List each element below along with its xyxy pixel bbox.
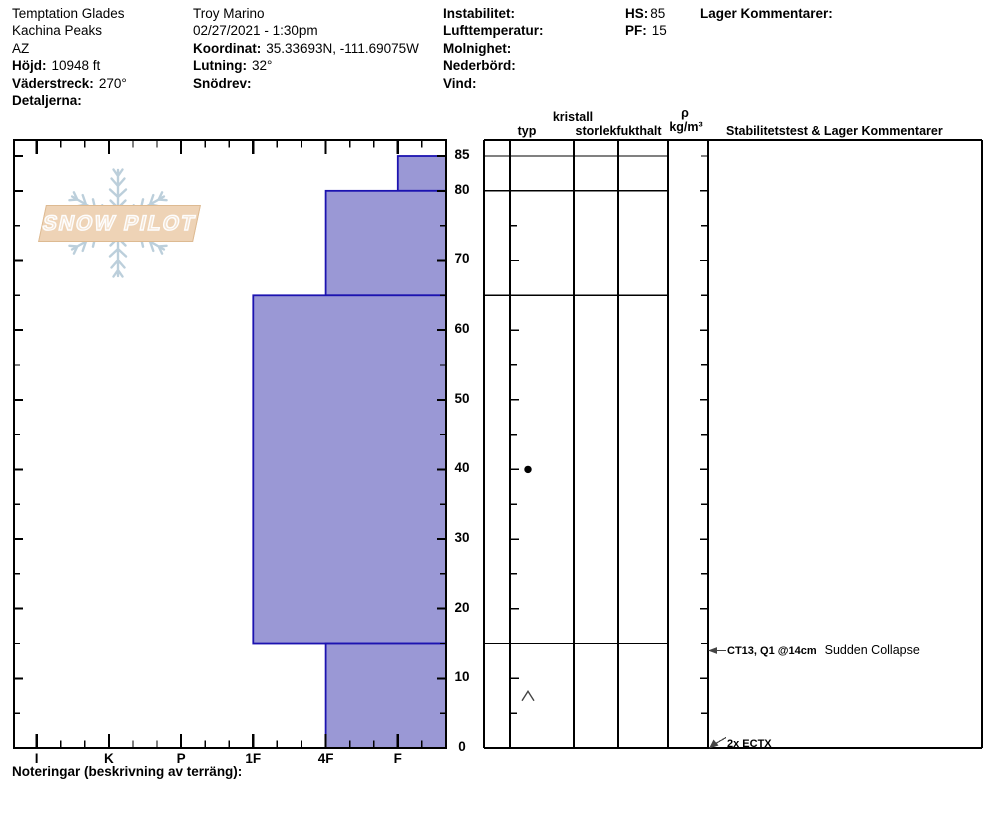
test-comment-text: Sudden Collapse <box>824 643 920 658</box>
hardness-tick-label: 4F <box>317 751 334 766</box>
stability-annotation <box>727 642 920 659</box>
site-area: Kachina Peaks <box>12 23 103 39</box>
snow-height-total: HS: 85 <box>625 6 666 21</box>
snow-layer-bar <box>326 191 446 295</box>
col-header-rho-1: ρ <box>681 106 689 120</box>
site-aspect: Väderstreck: 270° <box>12 75 127 91</box>
col-header-kristall-2: storlek <box>575 124 617 138</box>
hardness-tick-label: P <box>176 751 186 766</box>
col-header-stability: Stabilitetstest & Lager Kommentarer <box>726 124 943 138</box>
pit-foot-depth: PF: 15 <box>625 23 667 39</box>
col-header-rho-2: kg/m³ <box>669 120 703 134</box>
col-header-fukthalt: fukthalt <box>616 124 662 138</box>
depth-tick-label: 50 <box>454 390 470 406</box>
col-header-kristall-1: kristall <box>552 110 594 124</box>
depth-tick-label: 60 <box>454 321 470 337</box>
snow-layer-bar <box>398 156 446 191</box>
snow-layer-bar <box>253 295 446 643</box>
hardness-tick-label: 1F <box>245 751 262 766</box>
col-header-typ: typ <box>517 124 537 138</box>
site-details: Detaljerna: <box>12 93 82 109</box>
grain-symbol-caret <box>522 691 534 701</box>
sky-label: Molnighet: <box>443 40 512 56</box>
hardness-tick-label: K <box>104 751 114 766</box>
instability-label: Instabilitet: <box>443 6 516 21</box>
observation-datetime: 02/27/2021 - 1:30pm <box>193 23 318 39</box>
layer-comments-header: Lager Kommentarer: <box>700 6 833 21</box>
hardness-tick-label: I <box>34 751 39 766</box>
logo-text: SNOW PILOT <box>40 211 199 235</box>
depth-tick-label: 40 <box>454 460 470 476</box>
depth-tick-label: 85 <box>454 147 470 162</box>
depth-tick-label: 80 <box>454 181 470 197</box>
depth-tick-label: 70 <box>454 251 470 267</box>
site-name: Temptation Glades <box>12 6 125 21</box>
wind-label: Vind: <box>443 75 477 91</box>
slope-angle: Lutning: 32° <box>193 58 273 74</box>
precip-label: Nederbörd: <box>443 58 516 74</box>
observer-name: Troy Marino <box>193 6 265 21</box>
depth-tick-label: 10 <box>454 669 470 685</box>
terrain-notes-label: Noteringar (beskrivning av terräng): <box>12 764 243 779</box>
depth-tick-label: 0 <box>458 739 466 754</box>
hardness-tick-label: F <box>393 751 402 766</box>
site-elevation: Höjd: 10948 ft <box>12 58 101 74</box>
depth-tick-label: 20 <box>454 599 470 615</box>
site-state: AZ <box>12 40 30 56</box>
snow-layer-bar <box>326 644 446 748</box>
coordinates: Koordinat: 35.33693N, -111.69075W <box>193 40 419 56</box>
snowdrift: Snödrev: <box>193 75 252 91</box>
grain-symbol-dot <box>524 466 531 473</box>
depth-tick-label: 30 <box>454 530 470 546</box>
stability-annotation <box>727 735 772 752</box>
test-result-text: 2x ECTX <box>727 737 772 750</box>
airtemp-label: Lufttemperatur: <box>443 23 544 39</box>
test-result-text: CT13, Q1 @14cm <box>727 645 817 658</box>
